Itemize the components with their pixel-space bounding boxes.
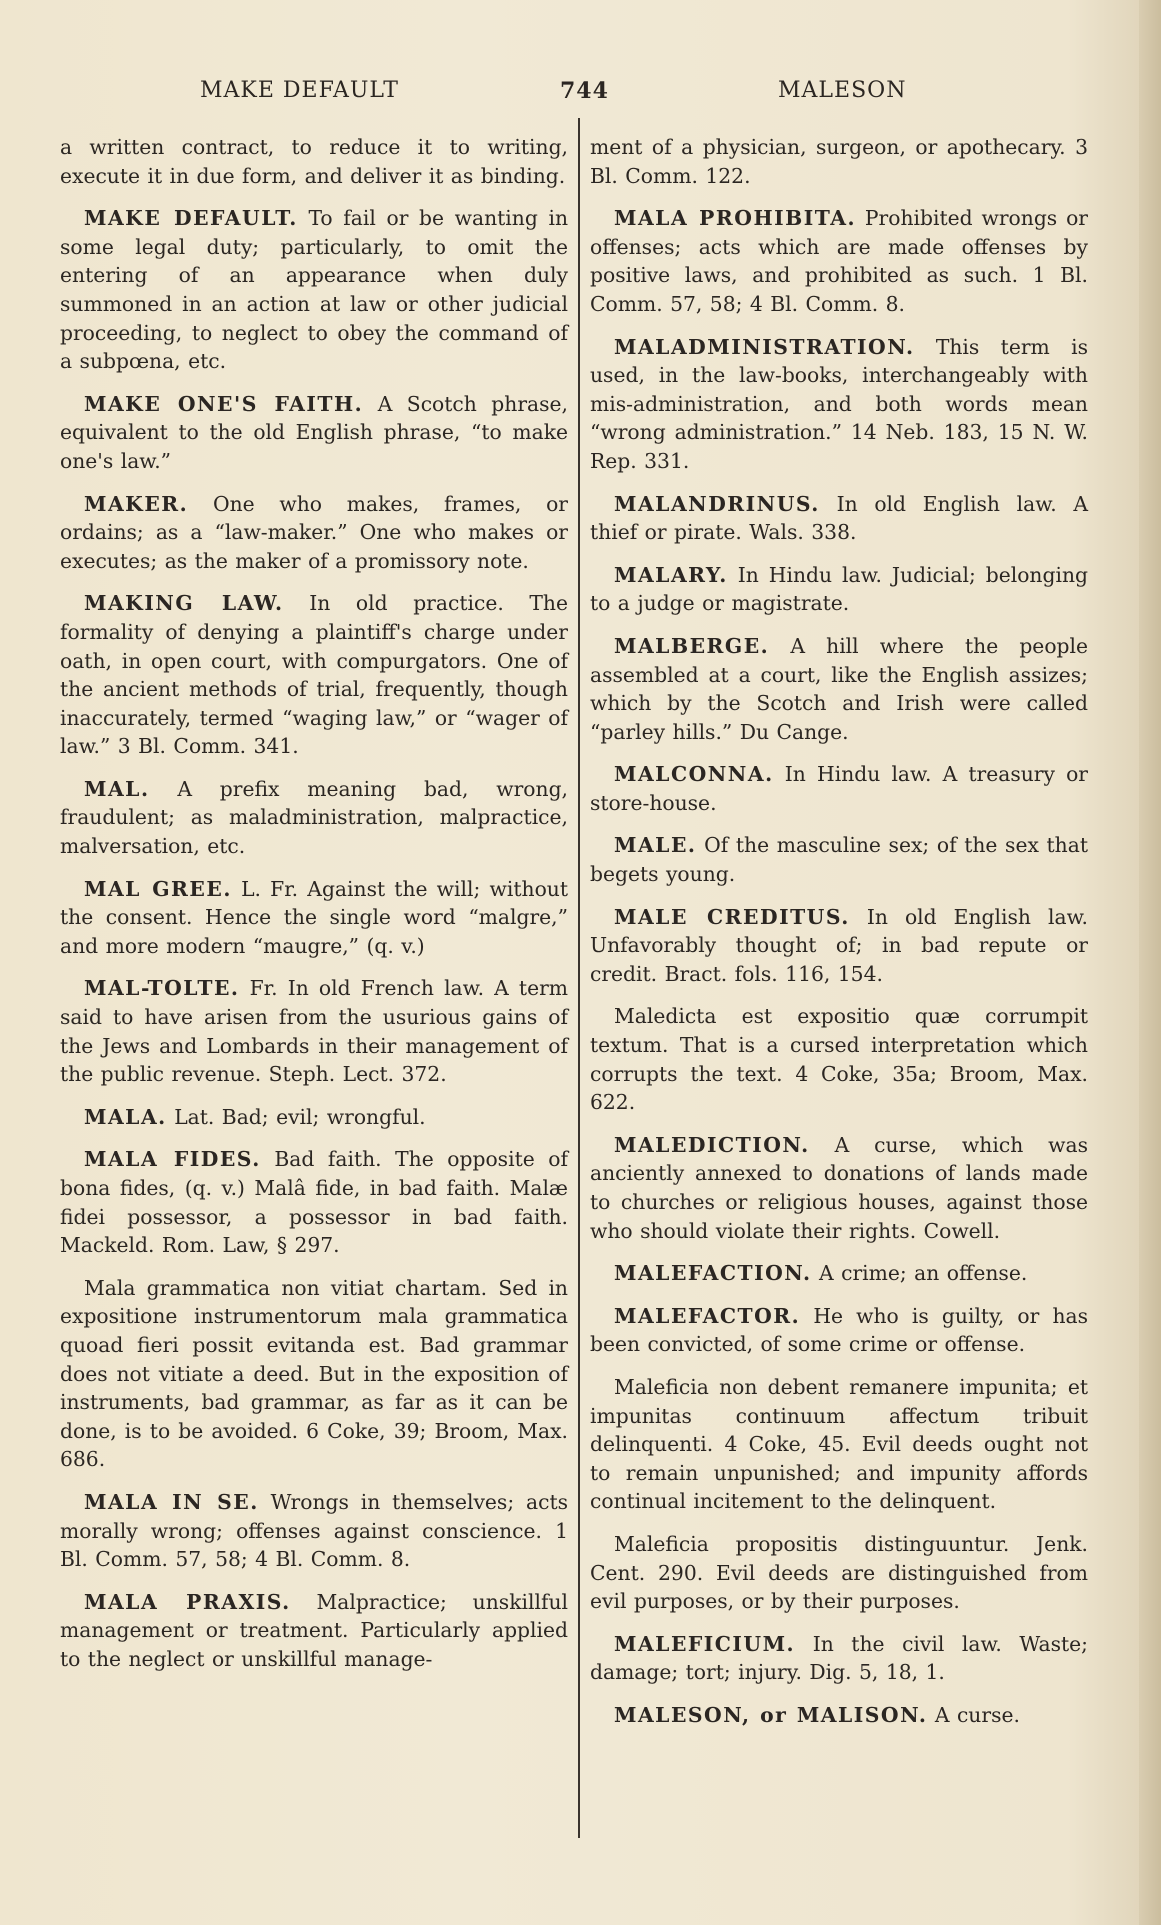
entry-definition: Prohibited wrongs or offenses; acts which are made offenses by positive laws, and prohibited as such. 1 Bl. Comm. 57, 58; 4 Bl. Comm. 8. (590, 206, 1088, 316)
dictionary-entry (590, 204, 1088, 318)
entry-headword: MALADMINISTRATION. (614, 334, 915, 359)
entry-definition: In Hindu law. Judicial; belonging to a judge or magistrate. (590, 562, 1088, 616)
header-right-guide-word: MALESON (778, 78, 907, 103)
entry-headword: MALA IN SE. (84, 1489, 259, 1514)
entry-headword: MALBERGE. (614, 633, 770, 658)
entry-definition: L. Fr. Against the will; without the consent. Hence the single word “malgre,” and more modern “maugre,” (q. v.) (60, 876, 568, 958)
entry-definition: Mala grammatica non vitiat chartam. Sed in expositione instrumentorum mala grammatica quoad fieri possit evitanda est. Bad grammar does not vitiate a deed. But in the exposition of instruments, bad grammar, as far as it can be done, is to be avoided. 6 Coke, 39; Broom, Max. 686. (60, 1275, 568, 1472)
entry-definition: He who is guilty, or has been convicted, of some crime or offense. (590, 1303, 1089, 1357)
header-left-guide-word: MAKE DEFAULT (200, 78, 399, 103)
dictionary-entry (590, 1630, 1088, 1687)
entry-headword: MALEFACTOR. (614, 1303, 801, 1328)
page-gutter (1139, 0, 1161, 1925)
entry-headword: MALESON, or MALISON. (614, 1702, 928, 1727)
entry-headword: MALEDICTION. (614, 1132, 810, 1157)
entry-headword: MALEFICIUM. (614, 1631, 796, 1656)
dictionary-entry (590, 1302, 1088, 1359)
entry-definition: To fail or be wanting in some legal duty; particularly, to omit the entering of an appearance when duly summoned in an action at law or other judicial proceeding, to neglect to obey the command of a subpœna, etc. (60, 206, 569, 374)
dictionary-entry (590, 1701, 1088, 1730)
entry-definition: Lat. Bad; evil; wrongful. (174, 1104, 426, 1129)
entry-definition: Of the masculine sex; of the sex that begets young. (590, 833, 1088, 887)
entry-definition: In old practice. The formality of denying a plaintiff's charge under oath, in open court, with compurgators. One of the ancient methods of trial, frequently, though inaccurately, termed “waging law,” or “wager of law.” 3 Bl. Comm. 341. (60, 591, 568, 759)
legal-maxim-entry (590, 1002, 1088, 1116)
entry-headword: MALA FIDES. (84, 1147, 261, 1172)
entry-headword: MAKE ONE'S FAITH. (84, 391, 364, 416)
entry-headword: MALE CREDITUS. (614, 904, 850, 929)
dictionary-entry (590, 632, 1088, 746)
legal-maxim-entry (590, 1530, 1088, 1616)
dictionary-entry (60, 1488, 568, 1574)
legal-maxim-entry (590, 1373, 1088, 1516)
entry-definition: Malpractice; unskillful management or treatment. Particularly applied to the neglect or unskillful manage- (60, 1589, 569, 1671)
dictionary-entry (590, 831, 1088, 888)
entry-headword: MALA PRAXIS. (84, 1589, 291, 1614)
entry-definition: In Hindu law. A treasury or store-house. (590, 762, 1088, 815)
entry-headword: MAKE DEFAULT. (84, 206, 298, 231)
entry-definition: Fr. In old French law. A term said to have arisen from the usurious gains of the Jews and Lombards in their management of the public revenue. Steph. Lect. 372. (60, 976, 569, 1087)
entry-definition: In the civil law. Waste; damage; tort; injury. Dig. 5, 18, 1. (590, 1631, 1088, 1685)
dictionary-entry (590, 490, 1088, 547)
entry-headword: MALA PROHIBITA. (614, 206, 857, 231)
entry-definition: This term is used, in the law-books, interchangeably with mis-administration, and both words mean “wrong administration.” 14 Neb. 183, 15 N. W. Rep. 331. (590, 334, 1088, 473)
dictionary-entry (60, 589, 568, 761)
entry-definition: A curse, which was anciently annexed to donations of lands made to churches or religious houses, against those who should violate their rights. Cowell. (590, 1132, 1088, 1243)
right-column (590, 133, 1088, 1744)
dictionary-entry (60, 875, 568, 961)
dictionary-entry (60, 775, 568, 861)
entry-headword: MALCONNA. (614, 762, 774, 787)
entry-definition: Maleficia non debent remanere impunita; et impunitas continuum affectum tribuit delinquenti. 4 Coke, 45. Evil deeds ought not to remain unpunished; and impunity affords continual incitement to the delinquent. (590, 1374, 1088, 1514)
entry-definition: a written contract, to reduce it to writing, execute it in due form, and deliver it as binding. (60, 135, 568, 188)
dictionary-entry (590, 1259, 1088, 1288)
entry-definition: A curse. (934, 1702, 1020, 1727)
entry-definition: A Scotch phrase, equivalent to the old English phrase, “to make one's law.” (60, 391, 568, 473)
dictionary-entry (590, 903, 1088, 989)
dictionary-entry (60, 974, 568, 1088)
entry-definition: Bad faith. The opposite of bona fides, (q. v.) Malâ fide, in bad faith. Malæ fidei possessor, a possessor in bad faith. Mackeld. Rom. Law, § 297. (60, 1147, 568, 1258)
dictionary-entry (60, 133, 568, 190)
dictionary-entry (590, 561, 1088, 618)
dictionary-entry (60, 204, 568, 376)
entry-headword: MALA. (84, 1104, 167, 1129)
entry-definition: Maleficia propositis distinguuntur. Jenk. Cent. 290. Evil deeds are distinguished from evil purposes, or by their purposes. (590, 1531, 1088, 1614)
dictionary-entry (60, 490, 568, 576)
entry-definition: Wrongs in themselves; acts morally wrong; offenses against conscience. 1 Bl. Comm. 57, 58; 4 Bl. Comm. 8. (60, 1489, 568, 1572)
entry-headword: MALEFACTION. (614, 1261, 812, 1286)
entry-definition: A hill where the people assembled at a court, like the English assizes; which by the Scotch and Irish were called “parley hills.” Du Cange. (590, 633, 1088, 744)
entry-headword: MALANDRINUS. (614, 491, 820, 516)
entry-definition: A crime; an offense. (819, 1261, 1028, 1286)
dictionary-entry (590, 333, 1088, 476)
running-head (0, 78, 1161, 108)
dictionary-entry (60, 1588, 568, 1674)
entry-headword: MALE. (614, 833, 697, 858)
dictionary-entry (590, 1131, 1088, 1245)
entry-headword: MALARY. (614, 562, 728, 587)
entry-definition: A prefix meaning bad, wrong, fraudulent; as maladministration, malpractice, malversation, etc. (60, 776, 568, 859)
entry-definition: ment of a physician, surgeon, or apothecary. 3 Bl. Comm. 122. (590, 135, 1088, 188)
dictionary-entry (60, 1145, 568, 1259)
legal-maxim-entry (60, 1274, 568, 1474)
column-divider (578, 118, 580, 1838)
entry-definition: One who makes, frames, or ordains; as a “law-maker.” One who makes or executes; as the maker of a promissory note. (60, 491, 568, 573)
entry-definition: In old English law. Unfavorably thought of; in bad repute or credit. Bract. fols. 116, 154. (590, 904, 1088, 986)
entry-definition: In old English law. A thief or pirate. Wals. 338. (590, 491, 1088, 545)
entry-definition: Maledicta est expositio quæ corrumpit textum. That is a cursed interpretation which corrupts the text. 4 Coke, 35a; Broom, Max. 622. (590, 1004, 1088, 1115)
entry-headword: MAL GREE. (84, 876, 232, 901)
dictionary-entry (60, 1103, 568, 1132)
entry-headword: MAKING LAW. (84, 591, 284, 616)
dictionary-entry (590, 760, 1088, 817)
left-column (60, 133, 568, 1688)
dictionary-entry (590, 133, 1088, 190)
page-number: 744 (560, 78, 609, 104)
entry-headword: MAL. (84, 776, 150, 801)
entry-headword: MAKER. (84, 491, 189, 516)
entry-headword: MAL-TOLTE. (84, 976, 240, 1001)
dictionary-entry (60, 390, 568, 476)
